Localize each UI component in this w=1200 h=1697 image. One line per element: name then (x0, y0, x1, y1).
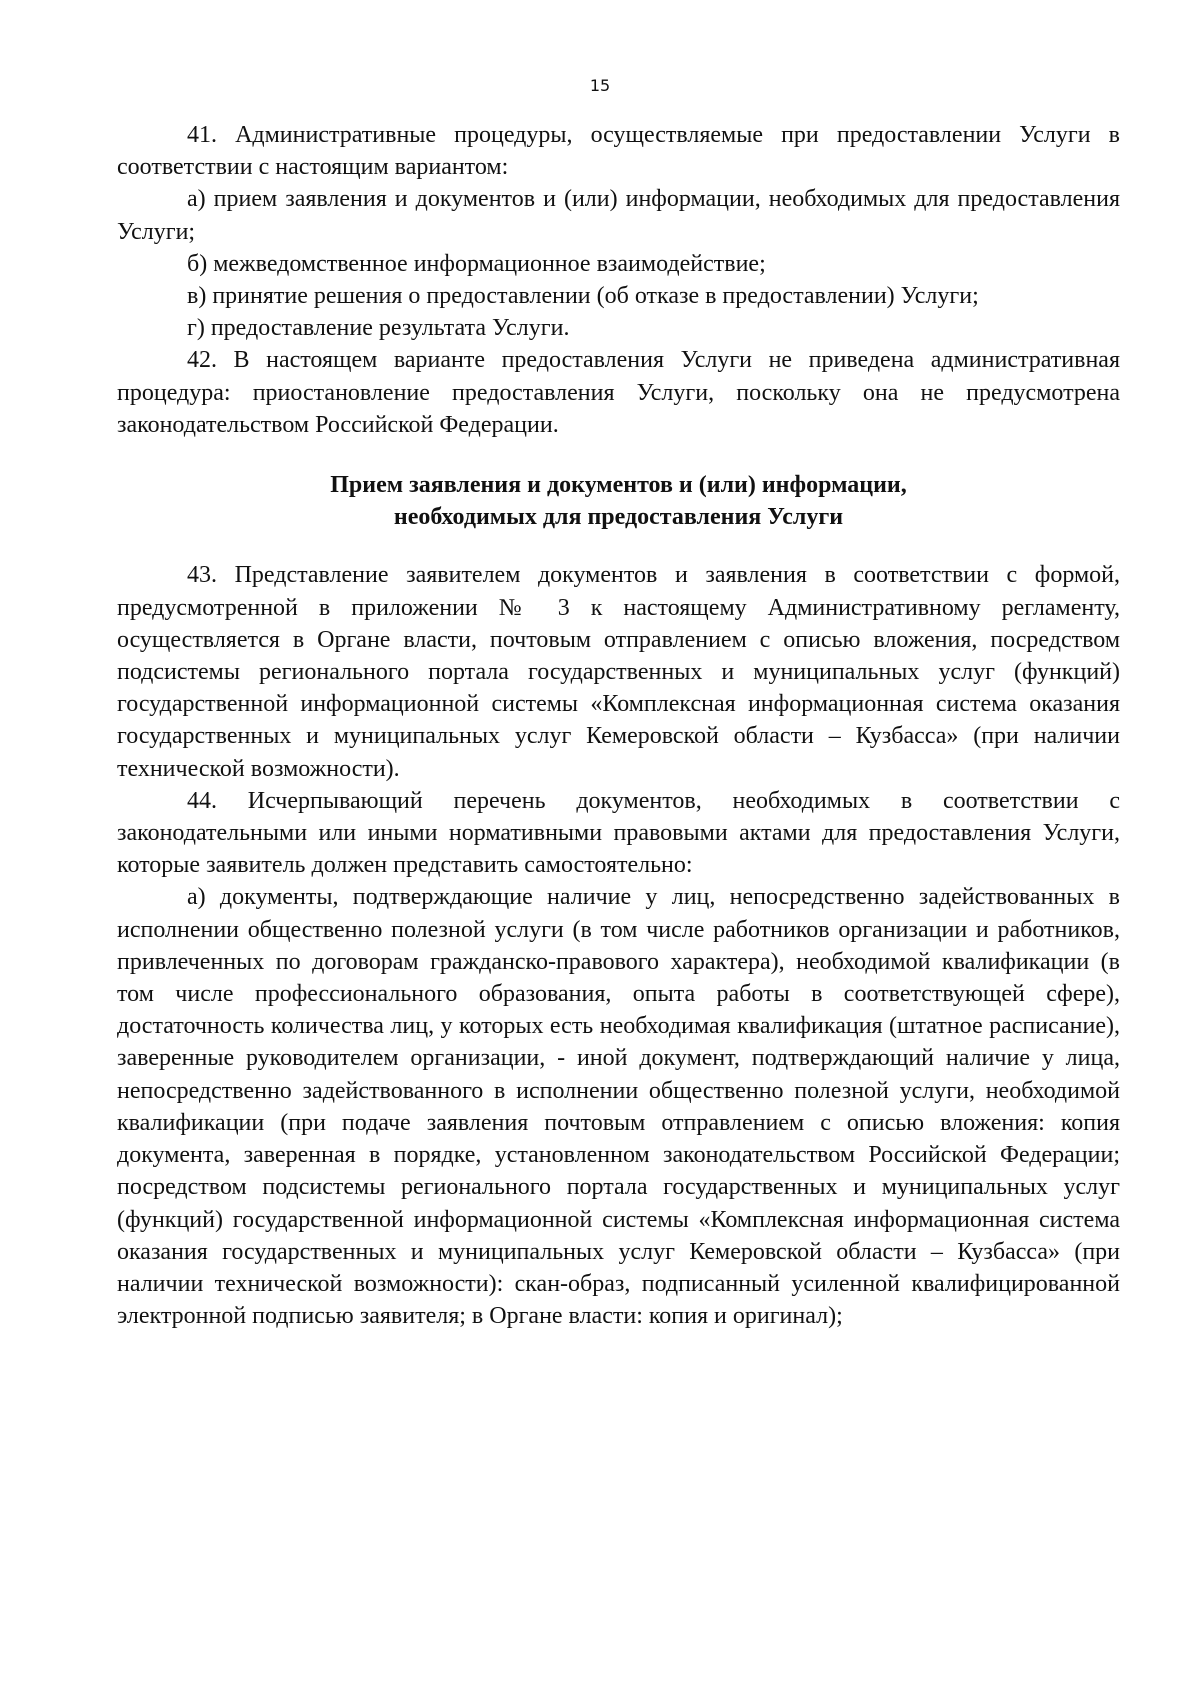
paragraph-41: 41. Административные процедуры, осуществляемые при предоставлении Услуги в соответствии с настоящим вариантом: (117, 122, 1120, 181)
list-item-a: а) прием заявления и документов и (или) информации, необходимых для предоставления Услуги; (117, 186, 1120, 245)
list-item-v: в) принятие решения о предоставлении (об отказе в предоставлении) Услуги; (187, 283, 979, 310)
paragraph-44: 44. Исчерпывающий перечень документов, необходимых в соответствии с законодательными или иными нормативными правовыми актами для предоставления Услуги, которые заявитель должен представить самостоятельно: (117, 787, 1120, 879)
page-number: 15 (589, 76, 611, 95)
section-heading-line-2: необходимых для предоставления Услуги (393, 504, 844, 531)
section-heading (117, 469, 1120, 533)
paragraph-43: 43. Представление заявителем документов и заявления в соответствии с формой, предусмотренной в приложении № 3 к настоящему Административному регламенту, осуществляется в Органе власти, почтовым отправлением с описью вложения, посредством подсистемы регионального портала государственных и муниципальных услуг (функций) государственной информационной системы «Комплексная информационная система оказания государственных и муниципальных услуг Кемеровской области – Кузбасса» (при наличии технической возможности). (117, 562, 1120, 782)
paragraph-44-item-a: а) документы, подтверждающие наличие у лиц, непосредственно задействованных в исполнении общественно полезной услуги (в том числе работников организации и работников, привлеченных по договорам гражданско-правового характера), необходимой квалификации (в том числе профессионального образования, опыта работы в соответствующей сфере), достаточность количества лиц, у которых есть необходимая квалификация (штатное расписание), заверенные руководителем организации, - иной документ, подтверждающий наличие у лица, непосредственно задействованного в исполнении общественно полезной услуги, необходимой квалификации (при подаче заявления почтовым отправлением с описью вложения: копия документа, заверенная в порядке, установленном законодательством Российской Федерации; посредством подсистемы регионального портала государственных и муниципальных услуг (функций) государственной информационной системы «Комплексная информационная система оказания государственных и муниципальных услуг Кемеровской области – Кузбасса» (при наличии технической возможности): скан-образ, подписанный усиленной квалифицированной электронной подписью заявителя; в Органе власти: копия и оригинал); (117, 884, 1120, 1330)
section-heading-line-1: Прием заявления и документов и (или) информации, (330, 472, 907, 499)
document-body (117, 119, 1120, 1332)
list-item-g: г) предоставление результата Услуги. (187, 315, 570, 342)
list-item-b: б) межведомственное информационное взаимодействие; (187, 250, 766, 277)
paragraph-42: 42. В настоящем варианте предоставления Услуги не приведена административная процедура: приостановление предоставления Услуги, поскольку она не предусмотрена законодательством Российской Федерации. (117, 347, 1120, 438)
